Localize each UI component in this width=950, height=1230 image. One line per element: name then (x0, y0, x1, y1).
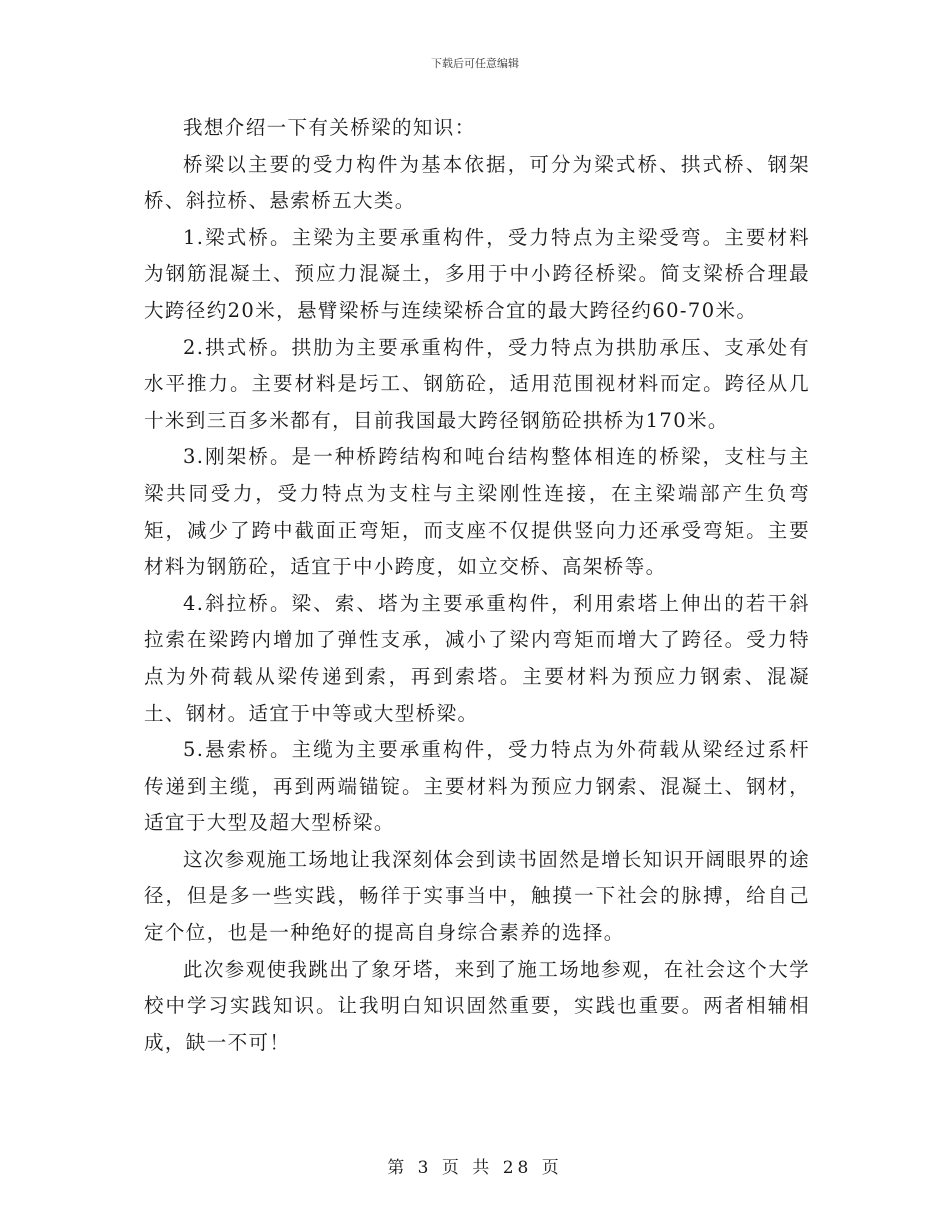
page-number: 第 3 页 共 28 页 (387, 1158, 563, 1178)
document-body (144, 110, 810, 1061)
paragraph-intro: 我想介绍一下有关桥梁的知识： (183, 116, 476, 139)
paragraph-classification: 桥梁以主要的受力构件为基本依据，可分为梁式桥、拱式桥、钢架桥、斜拉桥、悬索桥五大类。 (144, 152, 810, 213)
paragraph-cable-stayed-bridge: 4.斜拉桥。梁、索、塔为主要承重构件，利用索塔上伸出的若干斜拉索在梁跨内增加了弹性支承，减小了梁内弯矩而增大了跨径。受力特点为外荷载从梁传递到索，再到索塔。主要材料为预应力钢索、混凝土、钢材。适宜于中等或大型桥梁。 (144, 591, 810, 725)
paragraph-arch-bridge: 2.拱式桥。拱肋为主要承重构件，受力特点为拱肋承压、支承处有水平推力。主要材料是圬工、钢筋砼，适用范围视材料而定。跨径从几十米到三百多米都有，目前我国最大跨径钢筋砼拱桥为170米。 (144, 335, 810, 432)
paragraph-reflection: 这次参观施工场地让我深刻体会到读书固然是增长知识开阔眼界的途径，但是多一些实践，畅徉于实事当中，触摸一下社会的脉搏，给自己定个位，也是一种绝好的提高自身综合素养的选择。 (144, 847, 811, 945)
paragraph-suspension-bridge: 5.悬索桥。主缆为主要承重构件，受力特点为外荷载从梁经过系杆传递到主缆，再到两端锚锭。主要材料为预应力钢索、混凝土、钢材，适宜于大型及超大型桥梁。 (144, 738, 810, 835)
page-header-note: 下载后可任意编辑 (431, 57, 519, 70)
paragraph-beam-bridge: 1.梁式桥。主梁为主要承重构件，受力特点为主梁受弯。主要材料为钢筋混凝土、预应力混凝土，多用于中小跨径桥梁。简支梁桥合理最大跨径约20米，悬臂梁桥与连续梁桥合宜的最大跨径约60-70米。 (144, 225, 810, 322)
paragraph-conclusion: 此次参观使我跳出了象牙塔，来到了施工场地参观，在社会这个大学校中学习实践知识。让我明白知识固然重要，实践也重要。两者相辅相成，缺一不可！ (144, 957, 811, 1054)
paragraph-rigid-frame-bridge: 3.刚架桥。是一种桥跨结构和吨台结构整体相连的桥梁，支柱与主梁共同受力，受力特点为支柱与主梁刚性连接，在主梁端部产生负弯矩，减少了跨中截面正弯矩，而支座不仅提供竖向力还承受弯矩。主要材料为钢筋砼，适宜于中小跨度，如立交桥、高架桥等。 (144, 445, 810, 579)
